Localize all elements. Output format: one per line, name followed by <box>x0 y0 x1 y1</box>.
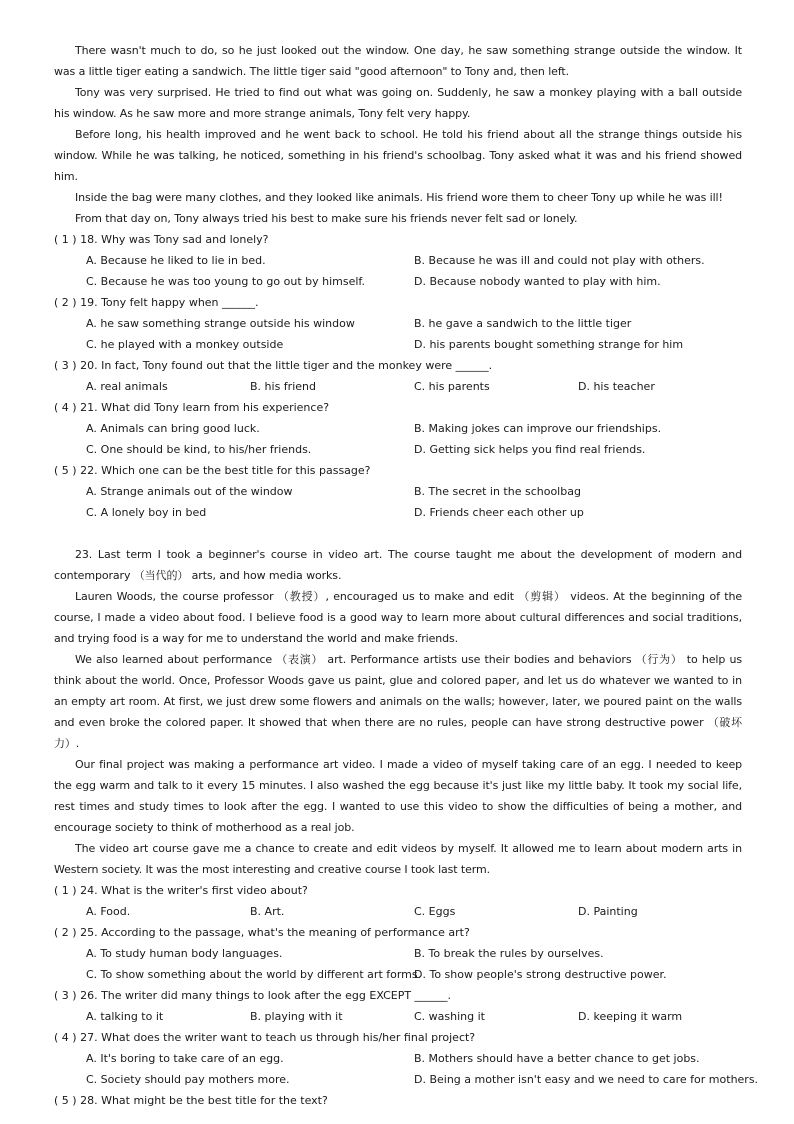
question-number: ( 4 ) <box>54 1031 77 1044</box>
question-text: 19. Tony felt happy when ______. <box>80 296 259 309</box>
option-b[interactable]: B. he gave a sandwich to the little tiger <box>414 317 632 330</box>
question-26 <box>54 985 742 1027</box>
passage-2-paragraph-2: Lauren Woods, the course professor （教授）, encouraged us to make and edit （剪辑） videos. At the beginning of the course, I made a video about food. I believe food is a good way to learn more about cultural differences and social traditions, and trying food is a way for me to understand the world and make friends. <box>54 590 742 645</box>
question-text: 26. The writer did many things to look after the egg EXCEPT ______. <box>80 989 452 1002</box>
passage-1-paragraph-2: Tony was very surprised. He tried to find out what was going on. Suddenly, he saw a monkey playing with a ball outside his window. As he saw more and more strange animals, Tony felt very happy. <box>54 86 742 120</box>
passage-2-paragraph-1: 23. Last term I took a beginner's course in video art. The course taught me about the development of modern and contemporary （当代的） arts, and how media works. <box>54 548 742 582</box>
options <box>54 250 742 292</box>
passage-2-paragraph-3: We also learned about performance （表演） art. Performance artists use their bodies and behaviors （行为） to help us think about the world. Once, Professor Woods gave us paint, glue and colored paper, and let us do whatever we wanted to in an empty art room. At first, we just drew some flowers and animals on the walls; however, later, we poured paint on the walls and even broke the colored paper. It showed that when there are no rules, people can have strong destructive power （破坏力）. <box>54 653 742 750</box>
question-number: ( 1 ) <box>54 884 77 897</box>
passage-2 <box>54 544 759 1111</box>
question-24 <box>54 880 742 922</box>
passage-1-paragraph-1: There wasn't much to do, so he just looked out the window. One day, he saw something strange outside the window. It was a little tiger eating a sandwich. The little tiger said "good afternoon" to Tony and, then left. <box>54 44 742 78</box>
question-19 <box>54 292 742 355</box>
option-d[interactable]: D. his parents bought something strange for him <box>414 338 684 351</box>
passage-1-paragraph-4: Inside the bag were many clothes, and they looked like animals. His friend wore them to cheer Tony up while he was ill! <box>75 191 723 204</box>
option-c[interactable]: C. To show something about the world by different art forms. <box>86 968 422 981</box>
question-18 <box>54 229 742 292</box>
options <box>54 943 742 985</box>
option-b[interactable]: B. To break the rules by ourselves. <box>414 947 604 960</box>
option-b[interactable]: B. The secret in the schoolbag <box>414 485 581 498</box>
question-22 <box>54 460 742 523</box>
option-d[interactable]: D. Because nobody wanted to play with him. <box>414 275 661 288</box>
options <box>54 376 742 397</box>
option-d[interactable]: D. Getting sick helps you find real friends. <box>414 443 646 456</box>
question-number: ( 2 ) <box>54 296 77 309</box>
option-c[interactable]: C. Eggs <box>414 905 456 918</box>
option-a[interactable]: A. To study human body languages. <box>86 947 283 960</box>
question-number: ( 5 ) <box>54 464 77 477</box>
option-c[interactable]: C. Because he was too young to go out by himself. <box>86 275 365 288</box>
document-page <box>54 40 759 1111</box>
option-b[interactable]: B. Mothers should have a better chance to get jobs. <box>414 1052 700 1065</box>
option-a[interactable]: A. real animals <box>86 380 168 393</box>
option-c[interactable]: C. his parents <box>414 380 490 393</box>
question-21 <box>54 397 742 460</box>
option-c[interactable]: C. he played with a monkey outside <box>86 338 284 351</box>
option-c[interactable]: C. One should be kind, to his/her friends. <box>86 443 312 456</box>
question-text: 22. Which one can be the best title for this passage? <box>80 464 371 477</box>
option-d[interactable]: D. Friends cheer each other up <box>414 506 584 519</box>
option-d[interactable]: D. his teacher <box>578 380 655 393</box>
question-20 <box>54 355 742 397</box>
options <box>54 901 742 922</box>
question-text: 25. According to the passage, what's the meaning of performance art? <box>80 926 470 939</box>
option-d[interactable]: D. To show people's strong destructive power. <box>414 968 667 981</box>
question-28 <box>54 1090 742 1111</box>
passage-1-paragraph-5: From that day on, Tony always tried his best to make sure his friends never felt sad or lonely. <box>75 212 578 225</box>
question-number: ( 3 ) <box>54 989 77 1002</box>
option-d[interactable]: D. keeping it warm <box>578 1010 683 1023</box>
passage-1 <box>54 40 742 523</box>
question-number: ( 1 ) <box>54 233 77 246</box>
option-a[interactable]: A. It's boring to take care of an egg. <box>86 1052 284 1065</box>
question-27 <box>54 1027 759 1090</box>
question-number: ( 4 ) <box>54 401 77 414</box>
question-number: ( 5 ) <box>54 1094 77 1107</box>
option-a[interactable]: A. talking to it <box>86 1010 164 1023</box>
option-c[interactable]: C. washing it <box>414 1010 485 1023</box>
options <box>54 1048 759 1090</box>
options <box>54 481 742 523</box>
question-text: 27. What does the writer want to teach us through his/her final project? <box>80 1031 476 1044</box>
option-b[interactable]: B. playing with it <box>250 1010 343 1023</box>
passage-1-paragraph-3: Before long, his health improved and he went back to school. He told his friend about all the strange things outside his window. While he was talking, he noticed, something in his friend's schoolbag. Tony asked what it was and his friend showed him. <box>54 128 742 183</box>
question-text: 24. What is the writer's first video about? <box>80 884 308 897</box>
option-a[interactable]: A. he saw something strange outside his window <box>86 317 355 330</box>
question-text: 28. What might be the best title for the text? <box>80 1094 328 1107</box>
question-number: ( 3 ) <box>54 359 77 372</box>
options <box>54 313 742 355</box>
option-b[interactable]: B. Because he was ill and could not play with others. <box>414 254 705 267</box>
passage-2-paragraph-5: The video art course gave me a chance to create and edit videos by myself. It allowed me to learn about modern arts in Western society. It was the most interesting and creative course I took last term. <box>54 842 742 876</box>
option-c[interactable]: C. A lonely boy in bed <box>86 506 207 519</box>
question-text: 18. Why was Tony sad and lonely? <box>80 233 269 246</box>
option-b[interactable]: B. Art. <box>250 905 285 918</box>
question-number: ( 2 ) <box>54 926 77 939</box>
option-a[interactable]: A. Food. <box>86 905 131 918</box>
option-b[interactable]: B. Making jokes can improve our friendships. <box>414 422 662 435</box>
option-d[interactable]: D. Being a mother isn't easy and we need to care for mothers. <box>414 1073 759 1086</box>
option-a[interactable]: A. Animals can bring good luck. <box>86 422 260 435</box>
option-b[interactable]: B. his friend <box>250 380 316 393</box>
option-d[interactable]: D. Painting <box>578 905 638 918</box>
options <box>54 1006 742 1027</box>
section-gap <box>54 523 742 544</box>
options <box>54 418 742 460</box>
option-c[interactable]: C. Society should pay mothers more. <box>86 1073 290 1086</box>
option-a[interactable]: A. Strange animals out of the window <box>86 485 293 498</box>
question-25 <box>54 922 742 985</box>
question-text: 21. What did Tony learn from his experience? <box>80 401 330 414</box>
question-text: 20. In fact, Tony found out that the little tiger and the monkey were ______. <box>80 359 493 372</box>
passage-2-paragraph-4: Our final project was making a performance art video. I made a video of myself taking care of an egg. I needed to keep the egg warm and talk to it every 15 minutes. I also washed the egg because it's just like my little baby. It took my social life, rest times and study times to look after the egg. I wanted to use this video to show the difficulties of being a mother, and encourage society to think of motherhood as a real job. <box>54 758 742 834</box>
option-a[interactable]: A. Because he liked to lie in bed. <box>86 254 266 267</box>
